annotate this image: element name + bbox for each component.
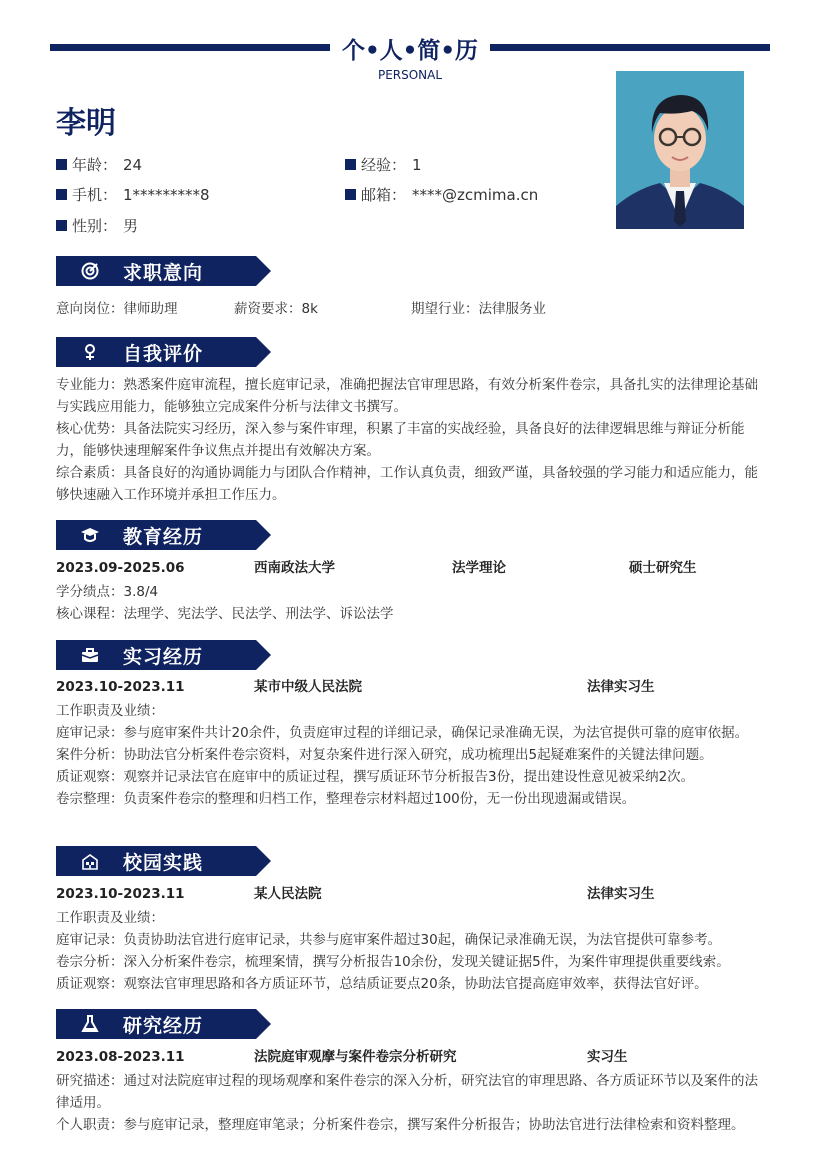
internship-line: 质证观察：观察并记录法官在庭审中的质证过程，撰写质证环节分析报告3份，提出建设性意见被采纳2次。 [56, 769, 695, 785]
info-email [345, 184, 538, 205]
info-label: 邮箱： [361, 186, 407, 204]
resume-subtitle: PERSONAL [377, 68, 443, 82]
campus-line: 工作职责及业绩： [56, 910, 164, 926]
bullet-square-icon [56, 189, 67, 200]
portrait-photo [616, 71, 744, 229]
self-eval-paragraph: 核心优势：具备法院实习经历，深入参与案件审理，积累了丰富的实战经验，具备良好的法律逻辑思维与辩证分析能力，能够快速理解案件争议焦点并提出有效解决方案。 [56, 421, 745, 459]
research-entry-header [56, 1046, 768, 1068]
campus-line: 质证观察：观察法官审理思路和各方质证环节，总结质证要点20条，协助法官提高庭审效率，获得法官好评。 [56, 976, 708, 992]
section-title: 求职意向 [123, 262, 204, 284]
education-gpa: 学分绩点：3.8/4 [56, 584, 159, 600]
info-label: 经验： [361, 156, 407, 174]
campus-date: 2023.10-2023.11 [56, 886, 185, 902]
research-project: 法院庭审观摩与案件卷宗分析研究 [254, 1049, 457, 1065]
info-value: 1*********8 [123, 185, 210, 204]
campus-entry-header [56, 883, 768, 905]
info-label: 性别： [72, 217, 118, 235]
header-line-left [50, 44, 330, 51]
research-details [56, 1070, 768, 1136]
flask-icon [80, 1015, 100, 1033]
resume-header [0, 30, 820, 70]
bullet-square-icon [345, 189, 356, 200]
internship-entry-header [56, 676, 768, 698]
intent-label: 期望行业： [411, 301, 479, 317]
info-value: 1 [412, 155, 422, 174]
education-courses: 核心课程：法理学、宪法学、民法学、刑法学、诉讼法学 [56, 606, 394, 622]
info-experience [345, 154, 422, 175]
bullet-square-icon [345, 159, 356, 170]
campus-details [56, 907, 768, 995]
info-value: 24 [123, 155, 143, 174]
briefcase-icon [80, 646, 100, 664]
section-title: 实习经历 [123, 646, 204, 668]
candidate-name: 李明 [56, 106, 116, 141]
graduation-cap-icon [80, 526, 100, 544]
portrait-illustration [616, 71, 744, 229]
section-header-research [56, 1009, 271, 1039]
info-age [56, 154, 142, 175]
intent-salary [234, 298, 318, 320]
info-gender [56, 215, 138, 236]
internship-date: 2023.10-2023.11 [56, 679, 185, 695]
resume-title: 个•人•简•历 [341, 38, 479, 64]
bullet-square-icon [56, 220, 67, 231]
campus-line: 庭审记录：负责协助法官进行庭审记录，共参与庭审案件超过30起，确保记录准确无误，为法官提供可靠参考。 [56, 932, 722, 948]
intent-row [56, 298, 768, 320]
education-date: 2023.09-2025.06 [56, 560, 185, 576]
intent-value: 法律服务业 [478, 301, 546, 317]
education-entry-header [56, 557, 768, 579]
building-icon [80, 852, 100, 870]
research-line: 个人职责：参与庭审记录，整理庭审笔录；分析案件卷宗，撰写案件分析报告；协助法官进行法律检索和资料整理。 [56, 1117, 745, 1133]
intent-label: 薪资要求： [234, 301, 302, 317]
section-header-intent [56, 256, 271, 286]
education-details [56, 581, 768, 625]
section-title: 研究经历 [123, 1015, 204, 1037]
section-header-campus [56, 846, 271, 876]
section-header-self-eval [56, 337, 271, 367]
info-value: 男 [123, 217, 139, 235]
campus-role: 法律实习生 [587, 886, 655, 902]
intent-industry [411, 298, 546, 320]
internship-details [56, 700, 768, 810]
research-line: 研究描述：通过对法院庭审过程的现场观摩和案件卷宗的深入分析，研究法官的审理思路、各方质证环节以及案件的法律适用。 [56, 1073, 758, 1111]
internship-line: 卷宗整理：负责案件卷宗的整理和归档工作，整理卷宗材料超过100份，无一份出现遗漏或错误。 [56, 791, 636, 807]
section-title: 自我评价 [123, 343, 204, 365]
internship-line: 工作职责及业绩： [56, 703, 164, 719]
campus-org: 某人民法院 [254, 886, 322, 902]
intent-value: 律师助理 [123, 301, 178, 317]
education-degree: 硕士研究生 [629, 560, 697, 576]
intent-position [56, 298, 178, 320]
internship-line: 案件分析：协助法官分析案件卷宗资料，对复杂案件进行深入研究，成功梳理出5起疑难案件的关键法律问题。 [56, 747, 713, 763]
section-header-internship [56, 640, 271, 670]
header-line-right [490, 44, 770, 51]
bullet-square-icon [56, 159, 67, 170]
education-major: 法学理论 [452, 560, 506, 576]
intent-label: 意向岗位： [56, 301, 124, 317]
internship-role: 法律实习生 [587, 679, 655, 695]
target-icon [80, 262, 100, 280]
self-eval-paragraph: 综合素质：具备良好的沟通协调能力与团队合作精神，工作认真负责，细致严谨，具备较强的学习能力和适应能力，能够快速融入工作环境并承担工作压力。 [56, 465, 758, 503]
research-role: 实习生 [587, 1049, 628, 1065]
education-school: 西南政法大学 [254, 560, 335, 576]
campus-line: 卷宗分析：深入分析案件卷宗，梳理案情，撰写分析报告10余份，发现关键证据5件，为案件审理提供重要线索。 [56, 954, 730, 970]
self-eval-body [56, 374, 768, 506]
flower-icon [80, 343, 100, 361]
section-title: 教育经历 [123, 526, 204, 548]
intent-value: 8k [301, 301, 318, 317]
info-value: ****@zcmima.cn [412, 185, 539, 204]
section-title: 校园实践 [123, 852, 204, 874]
info-label: 年龄： [72, 156, 118, 174]
internship-org: 某市中级人民法院 [254, 679, 362, 695]
internship-line: 庭审记录：参与庭审案件共计20余件，负责庭审过程的详细记录，确保记录准确无误，为法官提供可靠的庭审依据。 [56, 725, 749, 741]
section-header-education [56, 520, 271, 550]
info-phone [56, 184, 210, 205]
info-label: 手机： [72, 186, 118, 204]
research-date: 2023.08-2023.11 [56, 1049, 185, 1065]
self-eval-paragraph: 专业能力：熟悉案件庭审流程，擅长庭审记录，准确把握法官审理思路，有效分析案件卷宗，具备扎实的法律理论基础与实践应用能力，能够独立完成案件分析与法律文书撰写。 [56, 377, 758, 415]
